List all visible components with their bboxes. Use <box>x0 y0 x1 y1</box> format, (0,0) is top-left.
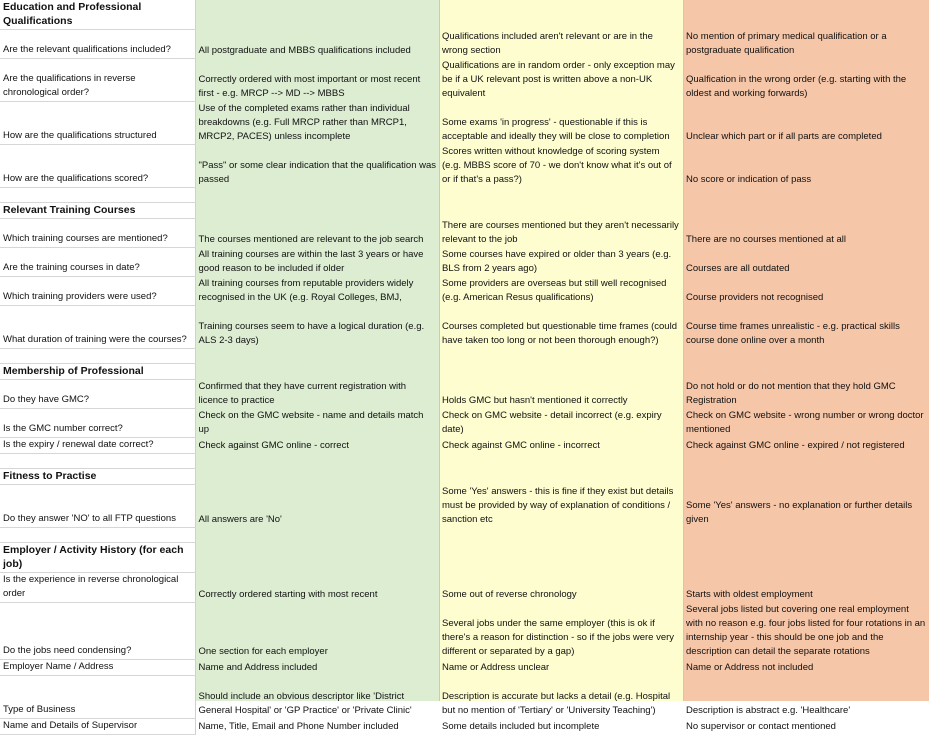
poor-cell[interactable]: Name or Address not included <box>686 661 814 673</box>
good-cell[interactable] <box>195 188 439 203</box>
criterion-cell[interactable]: Type of Business <box>0 676 195 719</box>
poor-cell[interactable]: Unclear which part or if all parts are completed <box>686 130 882 142</box>
criteria-row <box>0 277 929 306</box>
section-header-row <box>0 543 929 573</box>
criteria-row <box>0 306 929 349</box>
criterion-cell[interactable]: Name and Details of Supervisor <box>0 719 195 735</box>
poor-cell[interactable]: No mention of primary medical qualification or a postgraduate qualification <box>686 30 887 56</box>
criteria-row <box>0 603 929 660</box>
average-cell[interactable]: Holds GMC but hasn't mentioned it correctly <box>442 394 628 406</box>
average-cell[interactable]: Check against GMC online - incorrect <box>442 439 600 451</box>
criteria-row <box>0 719 929 735</box>
good-cell[interactable] <box>195 469 439 485</box>
criteria-row <box>0 380 929 409</box>
average-cell[interactable]: Scores written without knowledge of scoring system (e.g. MBBS score of 70 - we don't know what it's out of or if that's a pass?) <box>442 145 672 185</box>
average-cell[interactable]: Some courses have expired or older than 3 years (e.g. BLS from 2 years ago) <box>442 248 672 274</box>
average-cell[interactable]: Name or Address unclear <box>442 661 550 673</box>
poor-cell[interactable] <box>683 528 929 543</box>
blank-row <box>0 528 929 543</box>
poor-cell[interactable] <box>683 543 929 573</box>
good-cell[interactable]: Name, Title, Email and Phone Number included <box>198 720 399 732</box>
average-cell[interactable] <box>439 454 683 469</box>
criterion-cell[interactable]: Do they have GMC? <box>0 380 195 409</box>
criteria-row <box>0 102 929 145</box>
criteria-row <box>0 145 929 188</box>
section-title[interactable]: Fitness to Practise <box>0 469 195 485</box>
good-cell[interactable]: All postgraduate and MBBS qualifications included <box>198 44 411 56</box>
criterion-cell[interactable]: Are the training courses in date? <box>0 248 195 277</box>
good-cell[interactable] <box>195 349 439 364</box>
blank-row <box>0 349 929 364</box>
criterion-cell[interactable]: Do they answer 'NO' to all FTP questions <box>0 485 195 528</box>
average-cell[interactable]: Courses completed but questionable time frames (could have taken too long or not been thorough enough?) <box>442 320 677 346</box>
poor-cell[interactable]: Do not hold or do not mention that they hold GMC Registration <box>686 380 896 406</box>
good-cell[interactable]: All training courses from reputable providers widely recognised in the UK (e.g. Royal Colleges, BMJ, <box>198 277 414 303</box>
criterion-cell[interactable]: How are the qualifications scored? <box>0 145 195 188</box>
average-cell[interactable]: Some details included but incomplete <box>442 720 600 732</box>
average-cell[interactable] <box>439 364 683 380</box>
good-cell[interactable] <box>195 364 439 380</box>
good-cell[interactable]: Check against GMC online - correct <box>198 439 349 451</box>
section-title[interactable]: Employer / Activity History (for each job) <box>0 543 195 573</box>
criterion-cell[interactable]: Are the relevant qualifications included? <box>0 30 195 59</box>
poor-cell[interactable]: There are no courses mentioned at all <box>686 233 847 245</box>
poor-cell[interactable]: Courses are all outdated <box>686 262 790 274</box>
good-cell[interactable]: Use of the completed exams rather than individual breakdowns (e.g. Full MRCP rather than MRCP1, MRCP2, PACES) unless incomplete <box>198 102 410 142</box>
poor-cell[interactable] <box>683 188 929 203</box>
average-cell[interactable]: Some exams 'in progress' - questionable if this is acceptable and ideally they will be close to completion <box>442 116 670 142</box>
section-header-row <box>0 0 929 30</box>
poor-cell[interactable]: Check on GMC website - wrong number or wrong doctor mentioned <box>686 409 924 435</box>
criterion-cell[interactable]: Do the jobs need condensing? <box>0 603 195 660</box>
average-cell[interactable] <box>439 188 683 203</box>
poor-cell[interactable] <box>683 469 929 485</box>
average-cell[interactable]: Qualifications included aren't relevant or are in the wrong section <box>442 30 653 56</box>
criteria-row <box>0 30 929 59</box>
criteria-row <box>0 248 929 277</box>
criteria-row <box>0 219 929 248</box>
good-cell[interactable]: Correctly ordered starting with most recent <box>198 588 378 600</box>
poor-cell[interactable]: Several jobs listed but covering one real employment with no reason e.g. four jobs listed for four rotations in an internship year - this should be one job and the description can detail the separate rotations <box>686 603 926 657</box>
criteria-row <box>0 676 929 719</box>
poor-cell[interactable]: Starts with oldest employment <box>686 588 813 600</box>
criterion-cell[interactable]: Employer Name / Address <box>0 660 195 676</box>
average-cell[interactable] <box>439 349 683 364</box>
criteria-row <box>0 409 929 438</box>
criterion-cell[interactable] <box>0 528 195 543</box>
good-cell[interactable] <box>195 528 439 543</box>
poor-cell[interactable] <box>683 364 929 380</box>
good-cell[interactable] <box>195 0 439 30</box>
good-cell[interactable]: Check on the GMC website - name and details match up <box>198 409 424 435</box>
average-cell[interactable] <box>439 543 683 573</box>
average-cell[interactable] <box>439 469 683 485</box>
average-cell[interactable]: Several jobs under the same employer (this is ok if there's a reason for distinction - so if the jobs were very different or separated by a gap) <box>442 617 675 657</box>
poor-cell[interactable]: Check against GMC online - expired / not registered <box>686 439 905 451</box>
average-cell[interactable]: Qualifications are in random order - only exception may be if a UK relevant post is written above a non-UK equivalent <box>442 59 675 99</box>
criterion-cell[interactable]: Which training courses are mentioned? <box>0 219 195 248</box>
poor-cell[interactable]: Qualfication in the wrong order (e.g. starting with the oldest and working forwards) <box>686 73 907 99</box>
average-cell[interactable]: Check on GMC website - detail incorrect (e.g. expiry date) <box>442 409 662 435</box>
criterion-cell[interactable] <box>0 454 195 469</box>
good-cell[interactable]: All training courses are within the last 3 years or have good reason to be included if older <box>198 248 424 274</box>
criteria-row <box>0 59 929 102</box>
poor-cell[interactable]: No score or indication of pass <box>686 173 812 185</box>
average-cell[interactable]: Some out of reverse chronology <box>442 588 577 600</box>
good-cell[interactable] <box>195 454 439 469</box>
good-cell[interactable]: One section for each employer <box>198 645 328 657</box>
section-header-row <box>0 469 929 485</box>
good-cell[interactable]: Training courses seem to have a logical duration (e.g. ALS 2-3 days) <box>198 320 425 346</box>
criteria-row <box>0 485 929 528</box>
criteria-row <box>0 438 929 454</box>
poor-cell[interactable]: Course time frames unrealistic - e.g. practical skills course done online over a month <box>686 320 900 346</box>
poor-cell[interactable]: Some 'Yes' answers - no explanation or further details given <box>686 499 913 525</box>
poor-cell[interactable]: No supervisor or contact mentioned <box>686 720 836 732</box>
average-cell[interactable]: Some 'Yes' answers - this is fine if they exist but details must be provided by way of explanation of conditions / sanction etc <box>442 485 674 525</box>
poor-cell[interactable] <box>683 0 929 30</box>
poor-cell[interactable] <box>683 203 929 219</box>
criterion-cell[interactable]: Is the GMC number correct? <box>0 409 195 438</box>
good-cell[interactable]: Correctly ordered with most important or most recent first - e.g. MRCP --> MD --> MBBS <box>198 73 421 99</box>
criteria-row <box>0 660 929 676</box>
poor-cell[interactable]: Course providers not recognised <box>686 291 824 303</box>
good-cell[interactable]: Name and Address included <box>198 661 318 673</box>
criterion-cell[interactable]: Is the experience in reverse chronological order <box>0 573 195 603</box>
section-title[interactable]: Education and Professional Qualifications <box>0 0 195 30</box>
blank-row <box>0 188 929 203</box>
criterion-cell[interactable] <box>0 349 195 364</box>
poor-cell[interactable]: Description is abstract e.g. 'Healthcare' <box>686 704 851 716</box>
good-cell[interactable]: The courses mentioned are relevant to the job search <box>198 233 424 245</box>
section-header-row <box>0 203 929 219</box>
good-cell[interactable]: "Pass" or some clear indication that the qualification was passed <box>198 159 437 185</box>
average-cell[interactable] <box>439 0 683 30</box>
average-cell[interactable]: There are courses mentioned but they aren't necessarily relevant to the job <box>442 219 679 245</box>
good-cell[interactable] <box>195 543 439 573</box>
section-header-row <box>0 364 929 380</box>
poor-cell[interactable] <box>683 349 929 364</box>
criterion-cell[interactable]: What duration of training were the courses? <box>0 306 195 349</box>
criterion-cell[interactable] <box>0 188 195 203</box>
good-cell[interactable]: Should include an obvious descriptor like 'District General Hospital' or 'GP Practice' or 'Private Clinic' <box>198 690 412 716</box>
average-cell[interactable] <box>439 528 683 543</box>
criterion-cell[interactable]: Which training providers were used? <box>0 277 195 306</box>
section-title[interactable]: Relevant Training Courses <box>0 203 195 219</box>
criterion-cell[interactable]: Is the expiry / renewal date correct? <box>0 438 195 454</box>
average-cell[interactable]: Description is accurate but lacks a detail (e.g. Hospital but no mention of 'Tertiary' or 'University Teaching') <box>442 690 671 716</box>
criterion-cell[interactable]: How are the qualifications structured <box>0 102 195 145</box>
poor-cell[interactable] <box>683 454 929 469</box>
blank-row <box>0 454 929 469</box>
criteria-row <box>0 573 929 603</box>
average-cell[interactable]: Some providers are overseas but still well recognised (e.g. American Resus qualifications) <box>442 277 667 303</box>
good-cell[interactable] <box>195 203 439 219</box>
average-cell[interactable] <box>439 203 683 219</box>
good-cell[interactable]: Confirmed that they have current registration with licence to practice <box>198 380 407 406</box>
good-cell[interactable]: All answers are 'No' <box>198 513 282 525</box>
criterion-cell[interactable]: Are the qualifications in reverse chronological order? <box>0 59 195 102</box>
section-title[interactable]: Membership of Professional <box>0 364 195 380</box>
